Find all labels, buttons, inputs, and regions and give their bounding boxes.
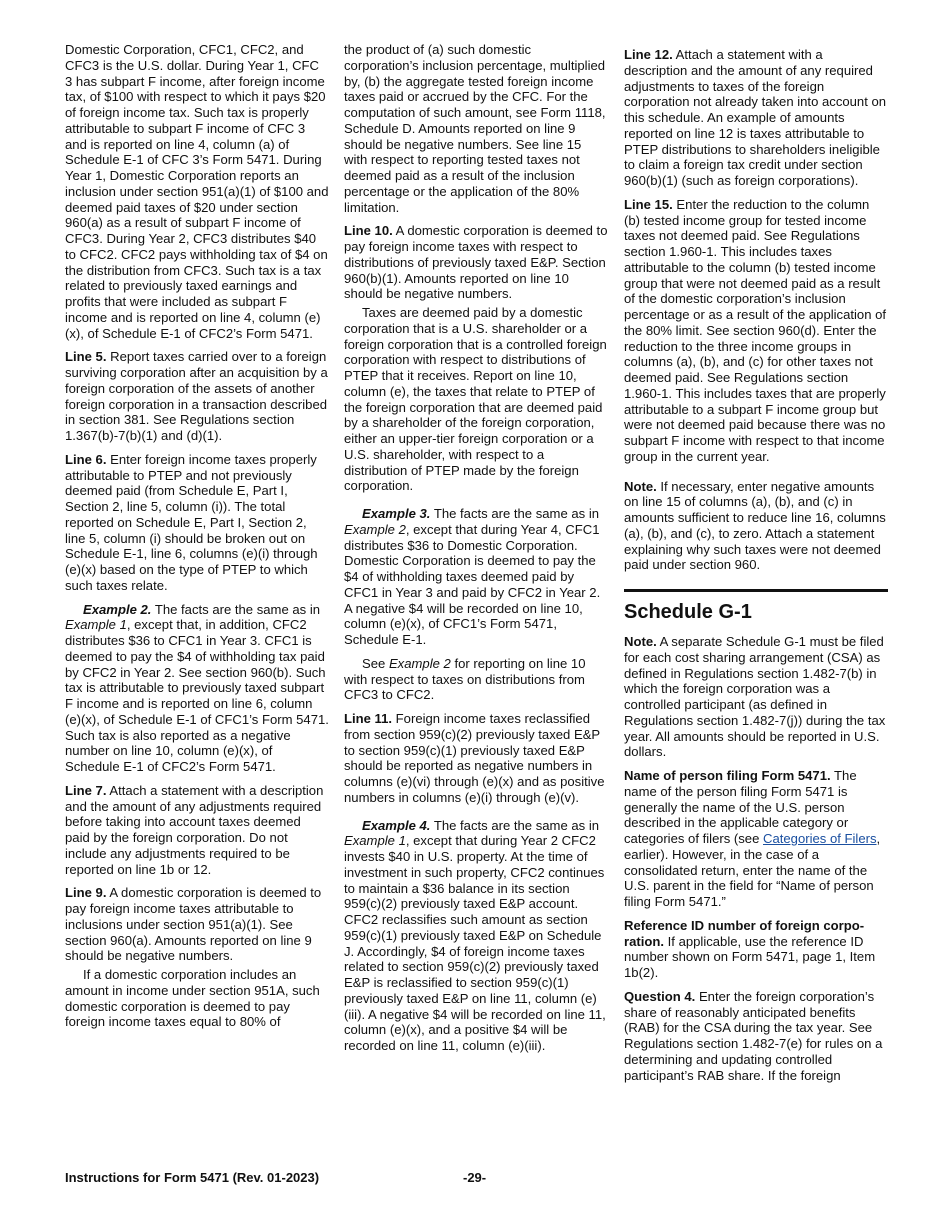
see-text-a: See [362, 655, 389, 671]
line-6-paragraph [65, 452, 329, 594]
example-3-reference: Example 2 [344, 521, 406, 537]
name-of-person-heading: Name of person filing Form 5471. [624, 768, 831, 783]
note-text: If necessary, enter negative amounts on line 15 of columns (a), (b), and (c) in amounts sufficient to reduce line 16, columns (a), (b), and (c), to zero. Attach a statement explaining why such taxes were not deemed paid under section 960. [624, 478, 886, 573]
line-7-heading: Line 7. [65, 782, 107, 798]
column-3 [624, 47, 888, 1091]
note-heading: Note. [624, 478, 657, 494]
column-1 [65, 42, 329, 1038]
paragraph-continuation: Domestic Corporation, CFC1, CFC2, and CFC3 is the U.S. dollar. During Year 1, CFC 3 has subpart F income, after foreign income tax, of $100 with respect to which it pays $20 of foreign income tax. Such tax is properly attributable to subpart F income of CFC 3 and is reported on line 4, column (a) of Schedule E-1 of CFC 3’s Form 5471. During Year 1, Domestic Corporation reports an inclusion under section 951(a)(1) of $100 and deemed paid taxes of $20 under section 960(a) as a result of subpart F income of CFC3. During Year 2, CFC3 distributes $40 to CFC2. CFC2 pays withholding tax of $4 on the distribution from CFC3. Such tax is a tax related to previously taxed earnings and profits that were included as subpart F income and is reported on line 4, column (e)(x), of Schedule E-1 of CFC2’s Form 5471. [65, 42, 329, 341]
categories-of-filers-link[interactable]: Categories of Filers [763, 831, 877, 846]
line-11-heading: Line 11. [344, 711, 393, 726]
line-15-paragraph [624, 197, 888, 465]
reference-id-text: If applicable, use the reference ID number shown on Form 5471, page 1, Item 1b(2). [624, 933, 876, 980]
line-10-text: A domestic corporation is deemed to pay foreign income taxes with respect to distributions of previously taxed E&P. Section 960(b)(1). Amounts reported on line 10 should be negative numbers. [344, 223, 608, 302]
schedule-g1-title: Schedule G-1 [624, 601, 752, 623]
page-number: -29- [463, 1170, 487, 1185]
column-2 [344, 42, 608, 1062]
example-2-text-a: The facts are the same as in [151, 601, 321, 617]
note-negative-paragraph [624, 479, 888, 574]
note-csa-paragraph [624, 634, 888, 760]
line-15-heading: Line 15. [624, 196, 673, 212]
example-4-text-b: , except that during Year 2 CFC2 invests $40 in U.S. property. At the time of investment in such property, CFC2 continues to maintain a $36 balance in its section 959(c)(2) previously taxed E&P account. CFC2 reclassifies such amount as section 959(c)(1) previously taxed E&P on Schedule J. Accordingly, $4 of foreign income taxes related to section 959(c)(2) previously taxed E&P is reclassified to section 959(c)(1) previously taxed E&P on line 11, column (e)(iii). A negative $4 will be recorded on line 11, column (e)(x), and a positive $4 will be recorded on line 11, column (e)(iii). [344, 833, 606, 1053]
taxes-deemed-paragraph: Taxes are deemed paid by a domestic corporation that is a U.S. shareholder or a foreign corporation that is a controlled foreign corporation with respect to distributions of PTEP that it receives. Report on line 10, column (e), the taxes that relate to PTEP of the foreign corporation that are deemed paid by a shareholder of the foreign corporation, either an upper-tier foreign corporation or a U.S. shareholder, with respect to a distribution of PTEP made by the foreign corporation. [344, 305, 607, 494]
example-2-reference: Example 1 [65, 617, 127, 633]
line-12-heading: Line 12. [624, 47, 673, 62]
line-12-text: Attach a statement with a description and the amount of any required adjustments to taxes of the foreign corporation not already taken into account on this schedule. An example of amounts reported on line 12 is taxes attributable to PTEP distributions to shareholders ineligible to claim a foreign tax credit under section 960(b)(1) (such as foreign corporations). [624, 47, 887, 188]
example-3-text-a: The facts are the same as in [430, 506, 600, 521]
line-7-paragraph [65, 783, 329, 878]
line-9-heading: Line 9. [65, 885, 107, 901]
example-3-paragraph [344, 506, 608, 648]
page-footer [65, 1170, 885, 1185]
example-2-paragraph [65, 602, 329, 775]
form-title: Instructions for Form 5471 (Rev. 01-2023) [65, 1170, 320, 1185]
line-5-heading: Line 5. [65, 349, 107, 365]
reference-id-paragraph [624, 918, 888, 981]
see-example-paragraph [344, 656, 608, 703]
example-4-reference: Example 1 [344, 833, 406, 849]
section-951a-paragraph: If a domestic corporation includes an amount in income under section 951A, such domestic corporation is deemed to pay foreign income taxes equal to 80% of [65, 967, 320, 1030]
see-text-b: for reporting on line 10 with respect to taxes on distributions from CFC3 to CFC2. [344, 655, 586, 703]
example-2-heading: Example 2. [83, 601, 152, 617]
line-5-paragraph [65, 349, 329, 444]
line-15-text: Enter the reduction to the column (b) tested income group for tested income taxes not deemed paid. See Regulations section 1.960-1. This includes taxes attributable to the column (b) tested income group that were not deemed paid as a result of the domestic corporation’s inclusion percentage or as a result of the application of the 80% limit. See section 960(d). Enter the reduction to the three income groups in columns (a), (b), and (c) for other taxes not deemed paid. See Regulations section 1.960-1. This includes taxes that are properly attributable to a subpart F income group but were not deemed paid because there was no subpart F income with respect to that income group in the current year. [624, 196, 887, 464]
example-3-text-b: , except that during Year 4, CFC1 distributes $36 to Domestic Corporation. Domestic Corporation is deemed to pay the $4 of withholding taxes deemed paid by CFC1 in Year 3 and paid by CFC2 in Year 2. A negative $4 will be recorded on line 10, column (e)(x), of CFC1’s Form 5471, Schedule E-1. [344, 521, 601, 647]
line-6-heading: Line 6. [65, 451, 107, 467]
section-divider [624, 589, 888, 592]
line-7-text: Attach a statement with a description and the amount of any adjustments required before taking into account taxes deemed paid by the foreign corporation. Do not include any adjustments required to be reported on line 1b or 12. [65, 782, 324, 877]
line-6-text: Enter foreign income taxes properly attributable to PTEP and not previously deemed paid (from Schedule E, Part I, Section 2, line 5, column (i)). The total reported on Schedule E, Part I, Section 2, line 5, column (i) should be broken out on Schedule E-1, line 6, columns (e)(i) through (e)(x) based on the type of PTEP to which such taxes relate. [65, 451, 318, 593]
question-4-text: Enter the foreign corporation’s share of reasonably anticipated benefits (RAB) for the CSA during the tax year. See Regulations section 1.482-7(e) for rules on a determining and updating controlled participant’s RAB share. If the foreign [624, 988, 883, 1083]
question-4-heading: Question 4. [624, 988, 696, 1004]
line-9-text: A domestic corporation is deemed to pay foreign income taxes attributable to inclusions under section 951(a)(1). See section 960(a). Amounts reported on line 9 should be negative numbers. [65, 885, 322, 964]
line-12-paragraph [624, 47, 888, 189]
line-5-text: Report taxes carried over to a foreign surviving corporation after an acquisition by a foreign corporation of the assets of another foreign corporation in a transaction described in section 381. See Regulations section 1.367(b)-7(b)(1) and (d)(1). [65, 349, 328, 443]
example-4-paragraph [344, 818, 608, 1054]
name-of-person-text-b: , earlier). However, in the case of a consolidated return, enter the name of the U.S. parent in the field for “Name of person filing Form 5471.” [624, 831, 881, 909]
line-11-paragraph [344, 711, 608, 806]
name-of-person-text-a: The name of the person filing Form 5471 is generally the name of the U.S. person described in the applicable category or categories of filers (see [624, 768, 857, 846]
example-4-heading: Example 4. [362, 817, 431, 833]
line-11-text: Foreign income taxes reclassified from section 959(c)(2) previously taxed E&P to section 959(c)(1) previously taxed E&P should be reported as negative numbers in columns (e)(vi) through (e)(x) and as positive numbers in columns (e)(i) through (e)(v). [344, 711, 605, 805]
paragraph-continuation: the product of (a) such domestic corporation’s inclusion percentage, multiplied by, (b) the aggregate tested foreign income taxes paid or accrued by the CFC. For the computation of such amount, see Form 1118, Schedule D. Amounts reported on line 9 should be negative numbers. See line 15 with respect to reporting tested taxes not deemed paid as a result of the inclusion percentage or the application of the 80% limitation. [344, 42, 606, 215]
question-4-paragraph [624, 989, 888, 1084]
note-text: A separate Schedule G-1 must be filed for each cost sharing arrangement (CSA) as defined in Regulations section 1.482-7(b) in which the foreign corporation was a controlled participant (as defined in Regulations section 1.482-7(j)) during the tax year. All amounts should be reported in U.S. dollars. [624, 634, 886, 760]
line-10-heading: Line 10. [344, 223, 393, 239]
name-of-person-paragraph [624, 768, 888, 910]
line-9-paragraph [65, 885, 329, 964]
example-4-text-a: The facts are the same as in [430, 817, 600, 833]
reference-id-heading: Reference ID number of foreign corpo-ration. [624, 917, 865, 949]
example-2-text-b: , except that, in addition, CFC2 distributes $36 to CFC1 in Year 3. CFC1 is deemed to pay the $4 of withholding tax paid by CFC2 in Year 2. See section 960(b). Such tax is attributable to previously taxed subpart F income and is reported on line 6, column (e)(x), of Schedule E-1 of CFC1’s Form 5471. Such tax is also reported as a negative number on line 10, column (e)(x), of Schedule E-1 of CFC2’s Form 5471. [65, 617, 329, 774]
example-3-heading: Example 3. [362, 506, 431, 521]
see-example-reference: Example 2 [388, 655, 451, 671]
note-heading: Note. [624, 634, 657, 649]
line-10-paragraph [344, 223, 608, 302]
